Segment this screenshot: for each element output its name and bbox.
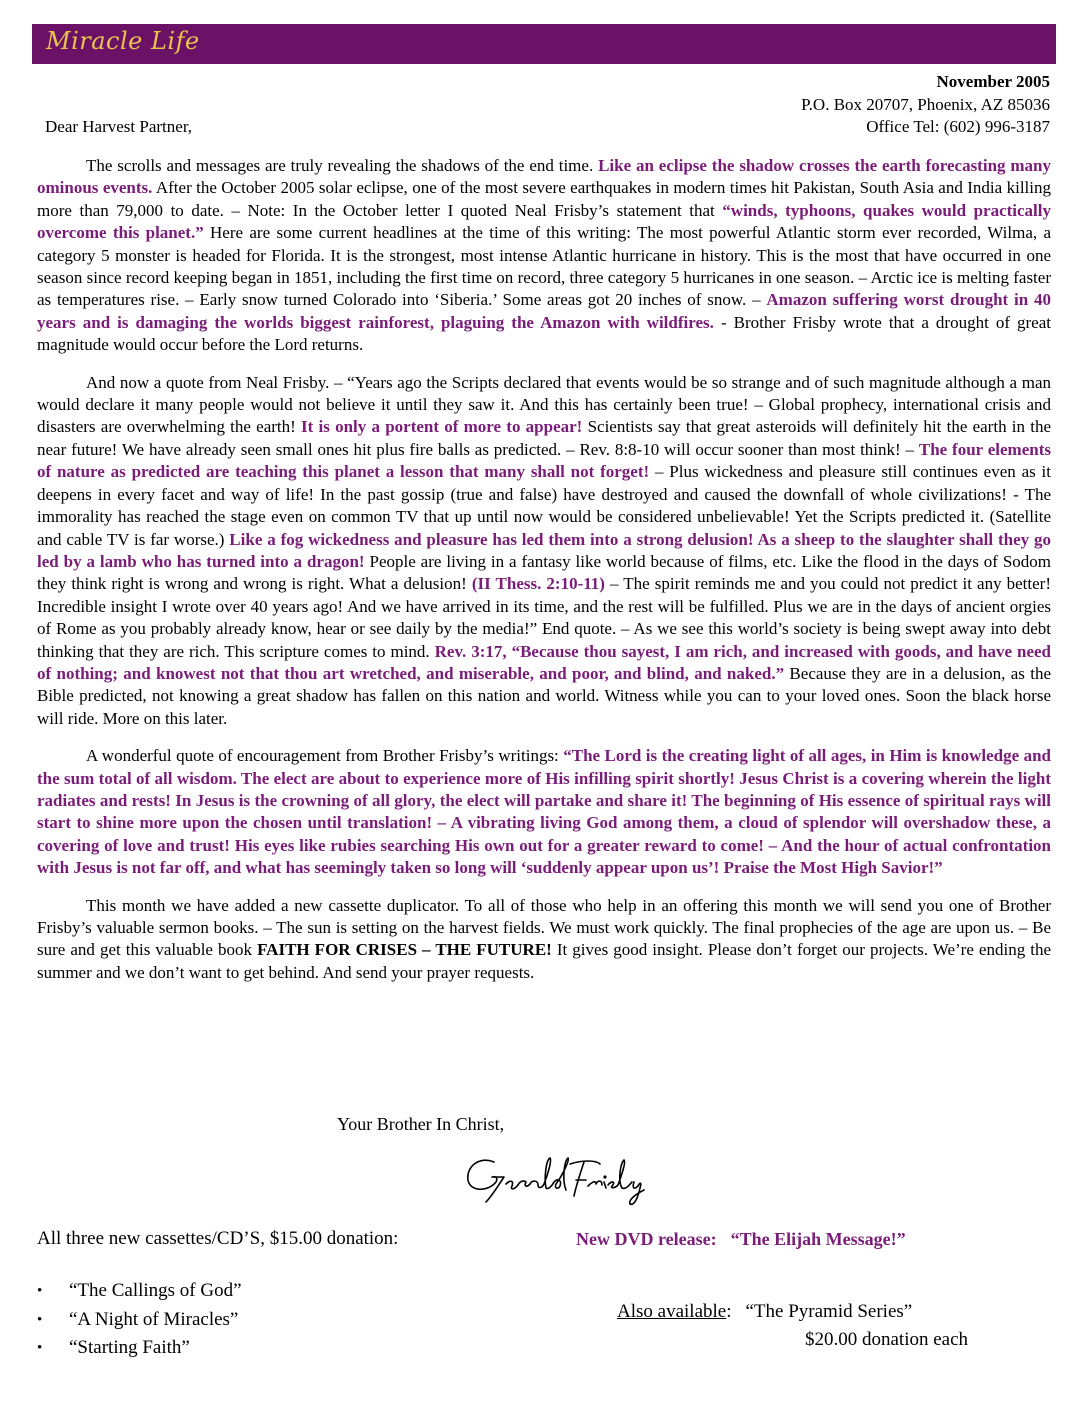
highlight-run: Like a fog wickedness and pleasure has led them into a strong delusion! As a sheep to the slaughter shall they go led by a lamb who has turned into a dragon! — [37, 529, 1051, 571]
closing: Your Brother In Christ, — [337, 1114, 505, 1134]
bullet-icon: • — [37, 1311, 43, 1328]
highlight-run: Rev. 3:17, “Because thou sayest, I am rich, and increased with goods, and have need of nothing; and knowest not that thou art wretched, and miserable, and poor, and blind, and naked.” — [37, 641, 1051, 683]
also-available — [617, 1301, 912, 1323]
dvd-title: “The Elijah Message!” — [730, 1229, 906, 1249]
cassette-title: “Starting Faith” — [69, 1337, 190, 1358]
book-title: FAITH FOR CRISES – THE FUTURE! — [257, 940, 552, 960]
cassette-list — [37, 1277, 242, 1363]
paragraph-2 — [37, 372, 1051, 731]
text-run: Because they are in a delusion, as the Bible predicted, not knowing a great shadow has fallen on this nation and world. Witness while you can to your loved ones. Soon the black horse will ride. More on this later. — [37, 663, 1051, 728]
text-run: After the October 2005 solar eclipse, one of the most severe earthquakes in modern times hit Pakistan, South Asia and India killing more than 79,000 to date. – Note: In the October letter I quoted Neal Frisby’s statement that — [37, 178, 1051, 220]
highlight-run: Amazon suffering worst drought in 40 years and is damaging the worlds biggest rainforest, plaguing the Amazon with wildfires. — [37, 290, 1051, 332]
highlight-run: The four elements of nature as predicted are teaching this planet a lesson that many shall not forget! — [37, 439, 1051, 482]
banner-title: Miracle Life — [46, 27, 200, 55]
text-run: It gives good insight. Please don’t forget our projects. We’re ending the summer and we don’t want to get behind. And send your prayer requests. — [37, 940, 1052, 982]
paragraph-3 — [37, 745, 1051, 879]
highlight-run: Like an eclipse the shadow crosses the earth forecasting many ominous events. — [37, 156, 1051, 198]
bullet-icon: • — [37, 1340, 43, 1356]
text-run: The scrolls and messages are truly revealing the shadows of the end time. — [86, 156, 599, 175]
letter-date: November 2005 — [936, 72, 1050, 91]
text-run: Scientists say that great asteroids will definitely hit the earth in the near future! We have already seen small ones hit plus fire balls as predicted. – Rev. 8:8-10 will occur sooner than most think! – — [37, 417, 1052, 459]
text-run: A wonderful quote of encouragement from Brother Frisby’s writings: — [86, 746, 564, 766]
office-phone: Office Tel: (602) 996-3187 — [866, 117, 1050, 136]
bullet-icon: • — [37, 1283, 43, 1299]
cassettes-offer: All three new cassettes/CD’S, $15.00 donation: — [37, 1228, 399, 1249]
text-run: – The spirit reminds me and you could not predict it any better! Incredible insight I wrote over 40 years ago! And we have arrived in its time, and the rest will be fulfilled. Plus we are in the days of ancient orgies of Rome as you probably already know, hear or see daily by the media!” End quote. – As we see this world’s society is being swept away into debt thinking that they are rich. This scripture comes to mind. — [37, 574, 1051, 661]
highlight-run: “winds, typhoons, quakes would practically overcome this planet.” — [37, 200, 1051, 243]
letter-body — [37, 155, 1051, 999]
salutation: Dear Harvest Partner, — [45, 117, 193, 136]
text-run: - Brother Frisby wrote that a drought of great magnitude would occur before the Lord returns. — [37, 312, 1051, 355]
list-item — [37, 1277, 242, 1306]
dvd-label: New DVD release: — [576, 1229, 717, 1249]
header-banner — [32, 24, 1056, 64]
highlight-run: “The Lord is the creating light of all ages, in Him is knowledge and the sum total of all wisdom. The elect are about to experience more of His infilling spirit shortly! Jesus Christ is a covering wherein the light radiates and rests! In Jesus is the crowning of all glory, the elect will partake and share it! The beginning of His essence of spiritual rays will start to shine more upon the chosen until translation! – A vibrating living God among them, a cloud of splendor will overshadow these, a covering of love and trust! His eyes like rubies searching His own out for a greater reward to come! – And the hour of actual confrontation with Jesus is not far off, and what has seemingly taken so long will ‘suddenly appear upon us’! Praise the Most High Savior!” — [37, 746, 1051, 878]
cassette-title: “The Callings of God” — [69, 1280, 242, 1301]
signature — [458, 1152, 673, 1210]
also-available-price: $20.00 donation each — [805, 1329, 969, 1350]
text-run: And now a quote from Neal Frisby. – “Years ago the Scripts declared that events would be so strange and of such magnitude although a man would declare it many people would not believe it until they saw it. And this has certainly been true! – Global prophecy, international crisis and disasters are overwhelming the earth! — [37, 372, 1051, 437]
list-item — [37, 1334, 242, 1363]
text-run: People are living in a fantasy like world because of films, etc. Like the flood in the days of Sodom they think right is wrong and wrong is right. What a delusion! — [37, 551, 1052, 594]
list-item — [37, 1306, 242, 1335]
also-colon: : — [726, 1301, 732, 1322]
text-run: – Plus wickedness and pleasure still continues even as it deepens in every facet and way of life! In the past gossip (true and false) have destroyed and caused the downfall of whole civilizations! - The immorality has reached the stage even on common TV that up until now would be considered unbelievable! Yet the Scripts predicted it. (Satellite and cable TV is far worse.) — [37, 462, 1051, 549]
dvd-release — [576, 1229, 906, 1250]
text-run: Here are some current headlines at the time of this writing: The most powerful Atlantic storm ever recorded, Wilma, a category 5 monster is headed for Florida. It is the strongest, most intense Atlantic hurricane in history. This is the most that have occurred in one season since record keeping began in 1851, including the first time on record, three category 5 hurricanes in one season. – Arctic ice is melting faster as temperatures rise. – Early snow turned Colorado into ‘Siberia.’ Some areas got 20 inches of snow. – — [37, 223, 1051, 310]
also-available-label: Also available — [617, 1301, 727, 1322]
mailing-address: P.O. Box 20707, Phoenix, AZ 85036 — [801, 95, 1050, 114]
highlight-run: It is only a portent of more to appear! — [301, 417, 583, 437]
highlight-run: (II Thess. 2:10-11) — [471, 574, 605, 594]
text-run: This month we have added a new cassette duplicator. To all of those who help in an offering this month we will send you one of Brother Frisby’s valuable sermon books. – The sun is setting on the harvest fields. We must work quickly. The final prophecies of the age are upon us. – Be sure and get this valuable book — [37, 895, 1051, 960]
cassette-title: “A Night of Miracles” — [69, 1308, 239, 1330]
also-available-title: “The Pyramid Series” — [745, 1301, 913, 1322]
paragraph-4 — [37, 895, 1051, 985]
paragraph-1 — [37, 155, 1051, 357]
